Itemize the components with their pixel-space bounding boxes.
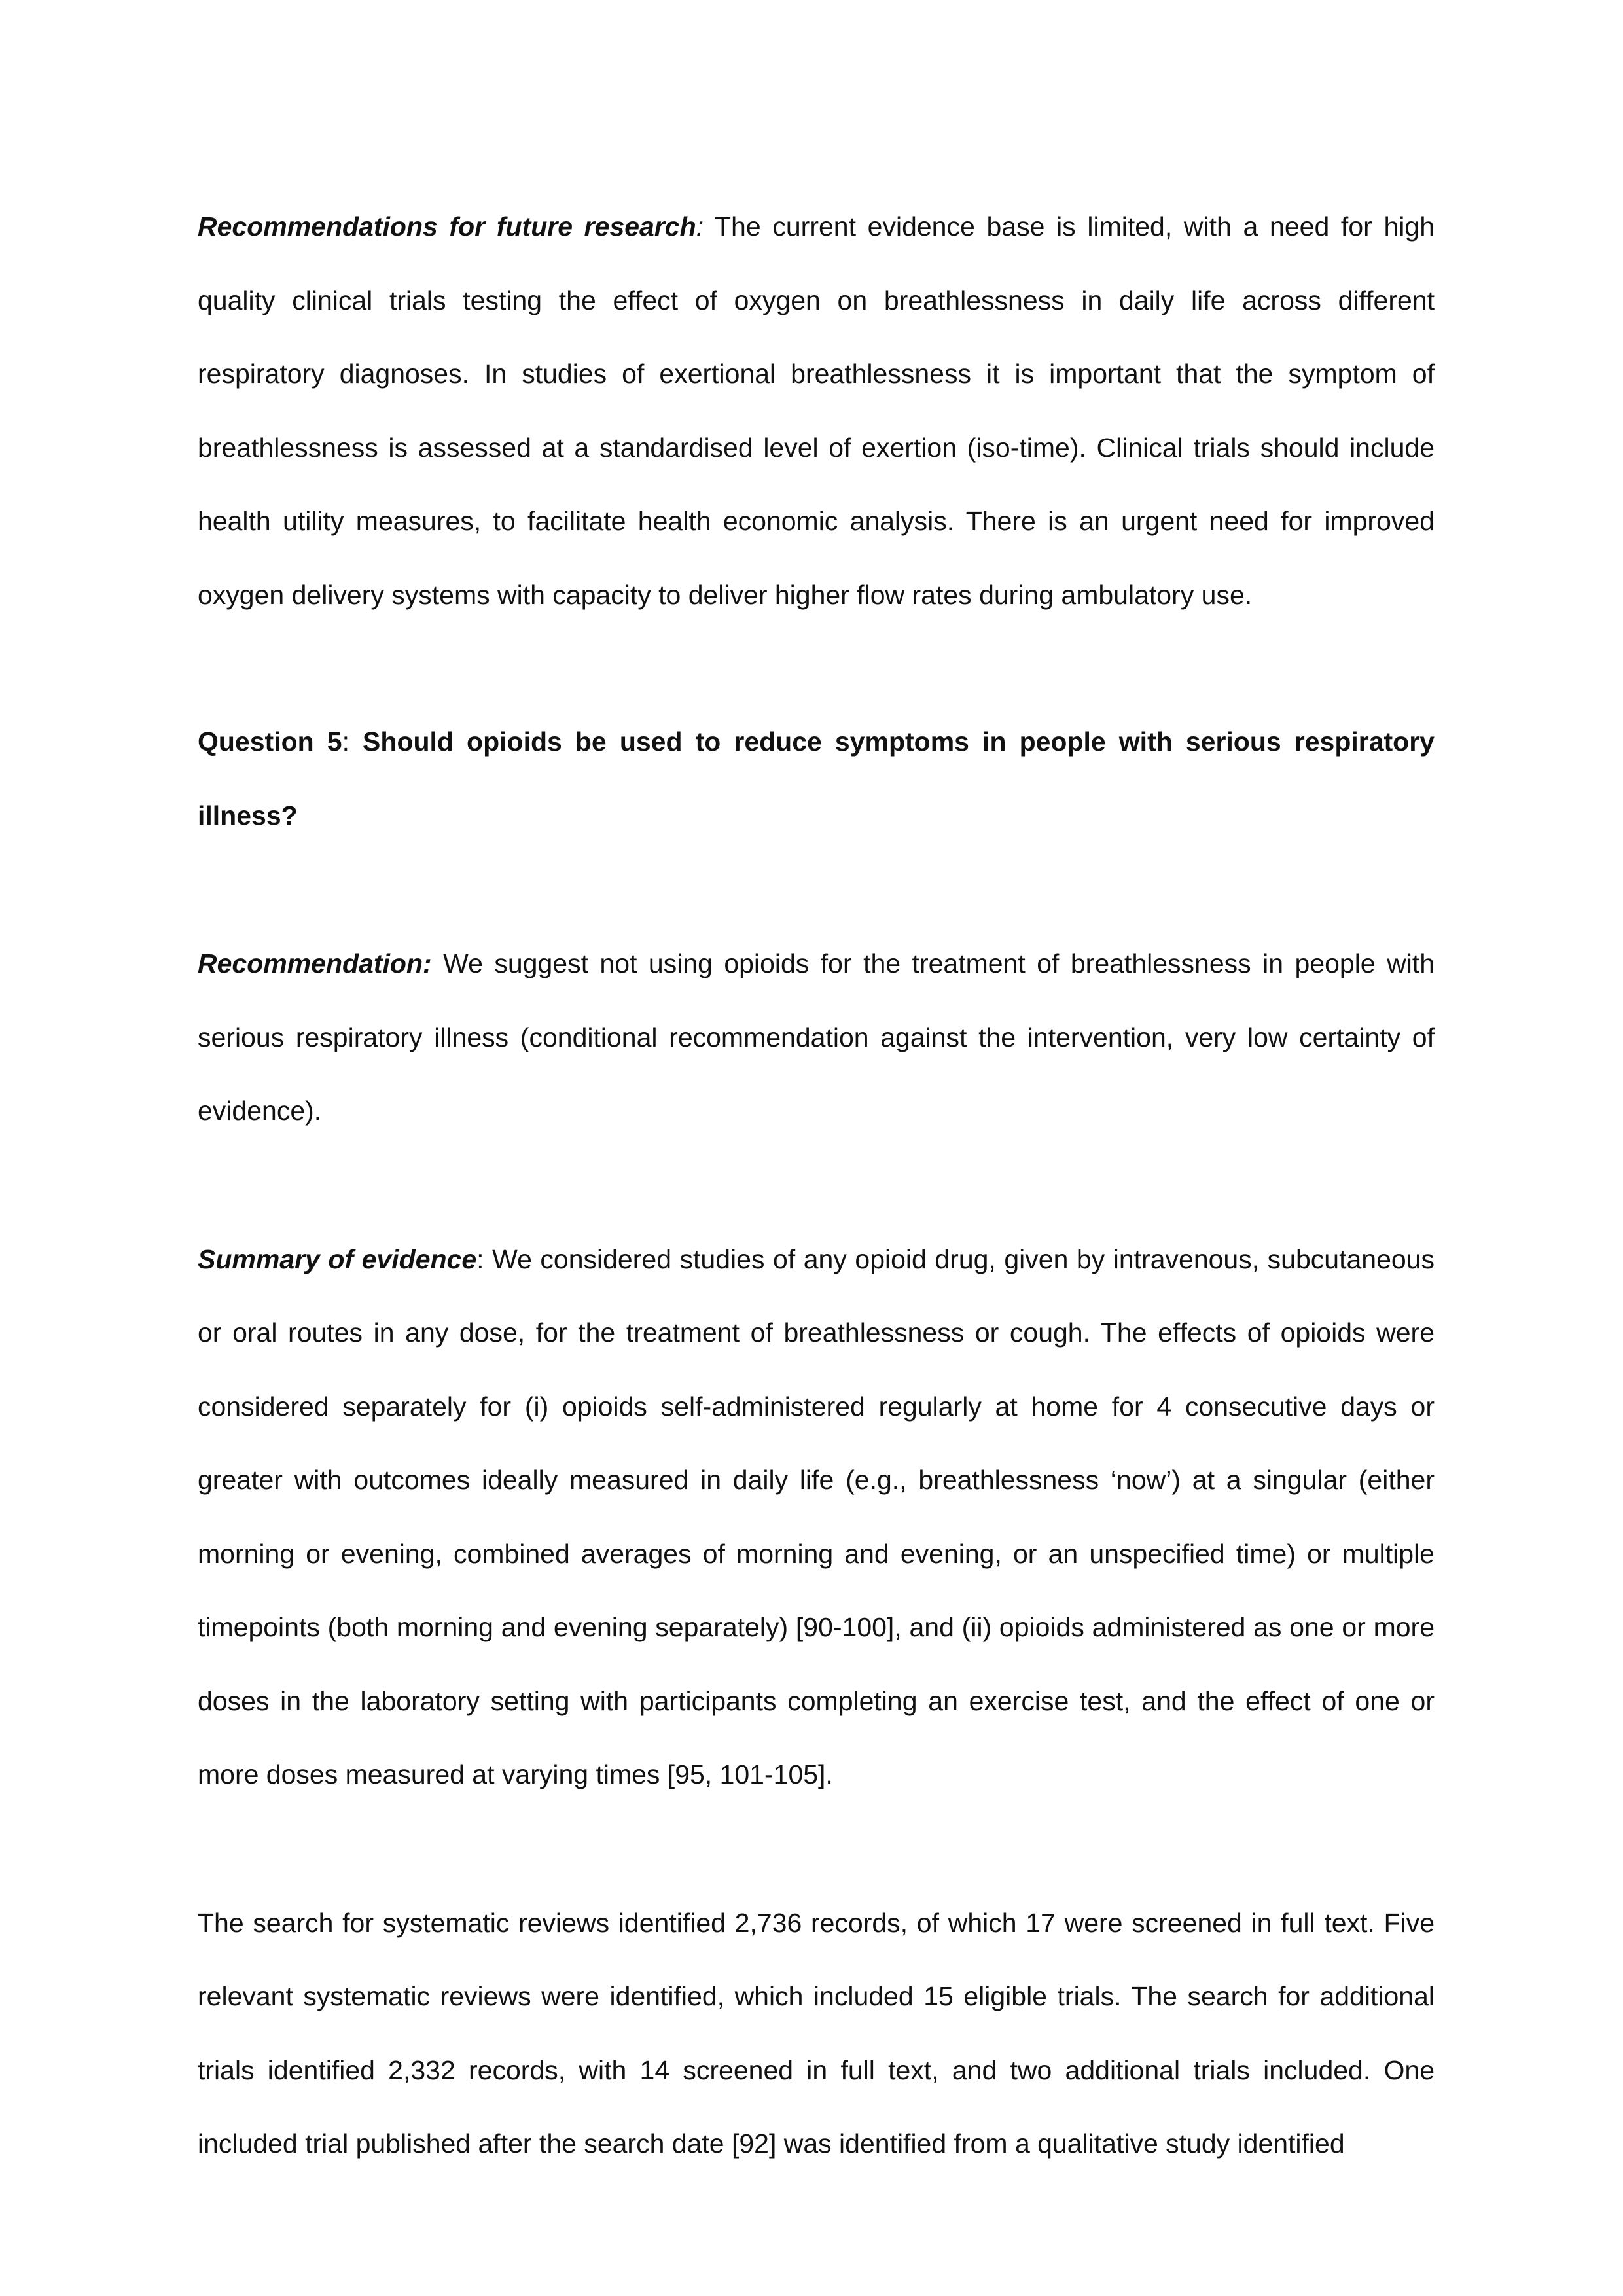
- spacer: [198, 1148, 1435, 1223]
- summary-heading: Summary of evidence: [198, 1244, 477, 1274]
- recommendation-text: We suggest not using opioids for the treatment of breathlessness in people with serious respiratory illness (conditional recommendation against the intervention, very low certainty of evidence).: [198, 948, 1435, 1126]
- search-paragraph: [198, 1886, 1435, 2181]
- question-text: Should opioids be used to reduce symptoms in people with serious respiratory illness?: [198, 726, 1435, 831]
- question-separator: :: [342, 726, 363, 757]
- future-research-heading: Recommendations for future research: [198, 211, 696, 242]
- summary-paragraph: [198, 1223, 1435, 1812]
- question-heading: [198, 705, 1435, 852]
- spacer: [198, 632, 1435, 705]
- search-text: The search for systematic reviews identified 2,736 records, of which 17 were screened in full text. Five relevant systematic reviews were identified, which included 15 eligible trials. The search for additional trials identified 2,332 records, with 14 screened in full text, and two additional trials included. One included trial published after the search date [92] was identified from a qualitative study identified: [198, 1907, 1435, 2159]
- future-research-paragraph: [198, 190, 1435, 632]
- recommendation-paragraph: [198, 927, 1435, 1148]
- summary-text: We considered studies of any opioid drug, given by intravenous, subcutaneous or oral routes in any dose, for the treatment of breathlessness or cough. The effects of opioids were considered separately for (i) opioids self-administered regularly at home for 4 consecutive days or greater with outcomes ideally measured in daily life (e.g., breathlessness ‘now’) at a singular (either morning or evening, combined averages of morning and evening, or an unspecified time) or multiple timepoints (both morning and evening separately) [90-100], and (ii) opioids administered as one or more doses in the laboratory setting with participants completing an exercise test, and the effect of one or more doses measured at varying times [95, 101-105].: [198, 1244, 1435, 1789]
- recommendation-heading: Recommendation:: [198, 948, 432, 978]
- spacer: [198, 852, 1435, 927]
- summary-heading-punct: :: [476, 1244, 484, 1274]
- document-page: [198, 190, 1435, 2181]
- future-research-text: The current evidence base is limited, with a need for high quality clinical trials testing the effect of oxygen on breathlessness in daily life across different respiratory diagnoses. In studies of exertional breathlessness it is important that the symptom of breathlessness is assessed at a standardised level of exertion (iso-time). Clinical trials should include health utility measures, to facilitate health economic analysis. There is an urgent need for improved oxygen delivery systems with capacity to deliver higher flow rates during ambulatory use.: [198, 211, 1435, 610]
- future-research-heading-punct: :: [696, 211, 704, 242]
- question-label: Question 5: [198, 726, 342, 757]
- spacer: [198, 1812, 1435, 1886]
